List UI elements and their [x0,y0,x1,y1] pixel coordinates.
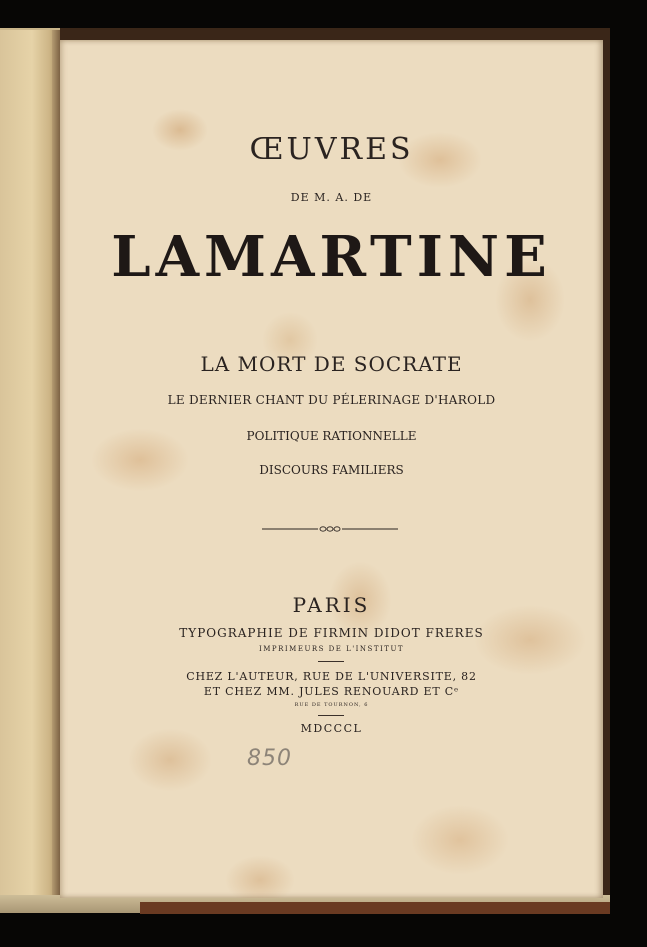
contents-item-3: POLITIQUE RATIONNELLE [246,429,417,443]
imprint-printer: TYPOGRAPHIE DE FIRMIN DIDOT FRERES [179,626,484,640]
imprint-seller-address: RUE DE TOURNON, 6 [294,702,369,708]
contents-item-4: DISCOURS FAMILIERS [259,463,404,477]
title-page [60,40,603,898]
imprint-rule-1 [318,661,344,662]
author-prefix: DE M. A. DE [290,191,373,204]
contents-item-2: LE DERNIER CHANT DU PÉLERINAGE D'HAROLD [167,393,496,407]
contents-item-1: LA MORT DE SOCRATE [200,352,463,376]
imprint-date: MDCCCL [300,722,363,735]
pencil-annotation: 850 [247,746,292,771]
imprint-city: PARIS [292,593,371,617]
work-title: ŒUVRES [249,132,414,167]
ornamental-divider [260,524,400,534]
imprint-printer-role: IMPRIMEURS DE L'INSTITUT [258,645,405,653]
imprint-rule-2 [318,715,344,716]
gutter-shadow [52,30,60,902]
imprint-seller-line-2: ET CHEZ MM. JULES RENOUARD ET Cᵉ [203,685,460,698]
imprint-seller-line-1: CHEZ L'AUTEUR, RUE DE L'UNIVERSITE, 82 [186,670,477,683]
author-name: LAMARTINE [111,224,552,290]
bottom-cover-leather [140,902,610,914]
